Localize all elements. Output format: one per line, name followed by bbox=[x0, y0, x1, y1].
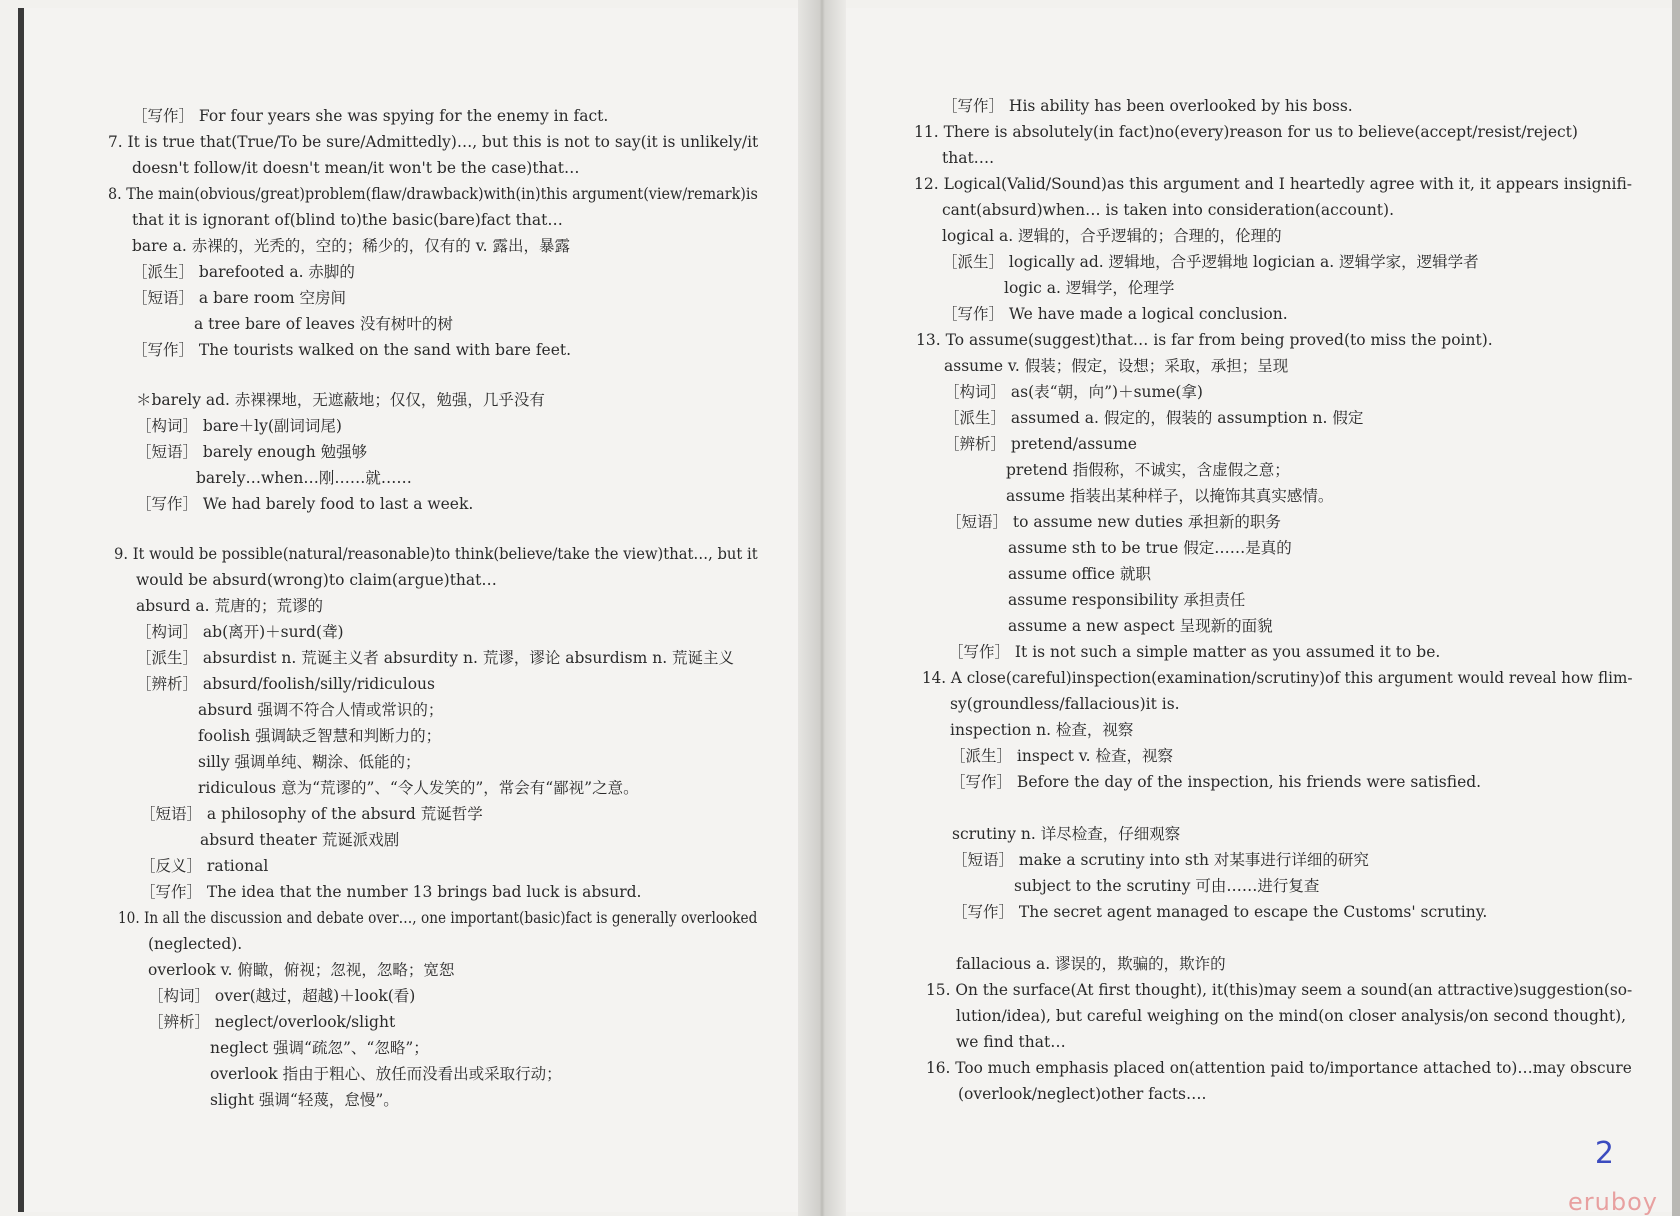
text-line: overlook v. 俯瞰，俯视；忽视，忽略；宽恕 bbox=[148, 961, 455, 979]
text-line: lution/idea), but careful weighing on the mind(on closer analysis/on second thought), bbox=[956, 1007, 1627, 1025]
text-line: absurd a. 荒唐的；荒谬的 bbox=[136, 597, 323, 615]
text-line: inspection n. 检查，视察 bbox=[950, 721, 1134, 739]
text-line: ［辨析］ neglect/overlook/slight bbox=[148, 1013, 396, 1031]
text-line: ［写作］ The tourists walked on the sand with bare feet. bbox=[132, 341, 572, 359]
text-line: ［写作］ The idea that the number 13 brings bad luck is absurd. bbox=[140, 883, 642, 901]
text-line: assume 指装出某种样子，以掩饰其真实感情。 bbox=[1006, 487, 1334, 505]
text-line: pretend 指假称，不诚实，含虚假之意； bbox=[1006, 461, 1290, 479]
text-line: ［写作］ For four years she was spying for the enemy in fact. bbox=[132, 107, 609, 125]
text-line: ［派生］ barefooted a. 赤脚的 bbox=[132, 263, 355, 281]
text-line: scrutiny n. 详尽检查，仔细观察 bbox=[952, 825, 1181, 843]
text-line: ［写作］ We had barely food to last a week. bbox=[136, 495, 474, 513]
text-line: ［短语］ to assume new duties 承担新的职务 bbox=[946, 513, 1281, 531]
text-line: neglect 强调“疏忽”、“忽略”； bbox=[210, 1039, 429, 1057]
text-line: overlook 指由于粗心、放任而没看出或采取行动； bbox=[210, 1065, 562, 1083]
text-line: ［派生］ absurdist n. 荒诞主义者 absurdity n. 荒谬，谬论 absurdism n. 荒诞主义 bbox=[136, 649, 735, 667]
book-gutter bbox=[798, 0, 846, 1216]
page-edge bbox=[1672, 0, 1680, 1216]
text-line: barely…when…刚……就…… bbox=[196, 469, 412, 487]
text-line: ［短语］ barely enough 勉强够 bbox=[136, 443, 368, 461]
text-line: 8. The main(obvious/great)problem(flaw/drawback)with(in)this argument(view/remark)is bbox=[108, 185, 758, 203]
text-line: 14. A close(careful)inspection(examination/scrutiny)of this argument would reveal how flim- bbox=[922, 669, 1633, 687]
text-line: ［构词］ bare＋ly(副词词尾) bbox=[136, 417, 342, 435]
text-line: slight 强调“轻蔑，怠慢”。 bbox=[210, 1091, 399, 1109]
text-line: cant(absurd)when… is taken into consideration(account). bbox=[942, 201, 1395, 219]
text-line: ［派生］ inspect v. 检查，视察 bbox=[950, 747, 1174, 765]
text-line: ［辨析］ absurd/foolish/silly/ridiculous bbox=[136, 675, 435, 693]
text-line: that…. bbox=[942, 149, 995, 167]
right-page bbox=[846, 8, 1672, 1212]
text-line: assume office 就职 bbox=[1008, 565, 1152, 583]
text-line: bare a. 赤裸的，光秃的，空的；稀少的，仅有的 v. 露出，暴露 bbox=[132, 237, 570, 255]
text-line: ［反义］ rational bbox=[140, 857, 269, 875]
left-page bbox=[18, 8, 798, 1212]
text-line: ［构词］ ab(离开)＋surd(聋) bbox=[136, 623, 344, 641]
text-line: would be absurd(wrong)to claim(argue)that… bbox=[136, 571, 497, 589]
text-line: ＊barely ad. 赤裸裸地，无遮蔽地；仅仅，勉强，几乎没有 bbox=[136, 391, 545, 409]
text-line: ［派生］ assumed a. 假定的，假装的 assumption n. 假定 bbox=[944, 409, 1364, 427]
text-line: ［写作］ His ability has been overlooked by his boss. bbox=[942, 97, 1353, 115]
text-line: silly 强调单纯、糊涂、低能的； bbox=[198, 753, 421, 771]
text-line: ［辨析］ pretend/assume bbox=[944, 435, 1137, 453]
text-line: assume a new aspect 呈现新的面貌 bbox=[1008, 617, 1273, 635]
text-line: ［写作］ We have made a logical conclusion. bbox=[942, 305, 1288, 323]
watermark: eruboy bbox=[1568, 1188, 1658, 1216]
text-line: 11. There is absolutely(in fact)no(every)reason for us to believe(accept/resist/reject) bbox=[914, 123, 1578, 141]
page-number: 2 bbox=[1594, 1136, 1614, 1171]
text-line: doesn't follow/it doesn't mean/it won't be the case)that… bbox=[132, 159, 580, 177]
text-line: assume v. 假装；假定，设想；采取，承担；呈现 bbox=[944, 357, 1289, 375]
text-line: ［短语］ a bare room 空房间 bbox=[132, 289, 346, 307]
text-line: ［短语］ make a scrutiny into sth 对某事进行详细的研究 bbox=[952, 851, 1369, 869]
text-line: logic a. 逻辑学，伦理学 bbox=[1004, 279, 1175, 297]
text-line: assume sth to be true 假定……是真的 bbox=[1008, 539, 1292, 557]
text-line: ［构词］ as(表“朝，向”)＋sume(拿) bbox=[944, 383, 1203, 401]
text-line: ［写作］ Before the day of the inspection, his friends were satisfied. bbox=[950, 773, 1482, 791]
text-line: 7. It is true that(True/To be sure/Admittedly)…, but this is not to say(it is unlikely/it bbox=[108, 133, 759, 151]
text-line: 15. On the surface(At first thought), it(this)may seem a sound(an attractive)suggestion(so- bbox=[926, 981, 1633, 999]
text-line: 16. Too much emphasis placed on(attention paid to/importance attached to)…may obscure bbox=[926, 1059, 1632, 1077]
text-line: ［短语］ a philosophy of the absurd 荒诞哲学 bbox=[140, 805, 483, 823]
text-line: fallacious a. 谬误的，欺骗的，欺诈的 bbox=[956, 955, 1226, 973]
text-line: 13. To assume(suggest)that… is far from being proved(to miss the point). bbox=[916, 331, 1493, 349]
text-line: ［派生］ logically ad. 逻辑地，合乎逻辑地 logician a. 逻辑学家，逻辑学者 bbox=[942, 253, 1479, 271]
text-line: logical a. 逻辑的，合乎逻辑的；合理的，伦理的 bbox=[942, 227, 1282, 245]
text-line: that it is ignorant of(blind to)the basic(bare)fact that… bbox=[132, 211, 563, 229]
text-line: (neglected). bbox=[148, 935, 243, 953]
text-line: 10. In all the discussion and debate over…, one important(basic)fact is generally overlooked bbox=[118, 909, 758, 927]
text-line: we find that… bbox=[956, 1033, 1066, 1051]
text-line: a tree bare of leaves 没有树叶的树 bbox=[194, 315, 453, 333]
text-line: 9. It would be possible(natural/reasonable)to think(believe/take the view)that…, but it bbox=[114, 545, 758, 563]
text-line: ridiculous 意为“荒谬的”、“令人发笑的”，常会有“鄙视”之意。 bbox=[198, 779, 639, 797]
text-line: absurd theater 荒诞派戏剧 bbox=[200, 831, 400, 849]
text-line: ［构词］ over(越过，超越)＋look(看) bbox=[148, 987, 416, 1005]
text-line: ［写作］ It is not such a simple matter as you assumed it to be. bbox=[948, 643, 1441, 661]
text-line: subject to the scrutiny 可由……进行复查 bbox=[1014, 877, 1320, 895]
text-line: assume responsibility 承担责任 bbox=[1008, 591, 1246, 609]
text-line: foolish 强调缺乏智慧和判断力的； bbox=[198, 727, 442, 745]
text-line: ［写作］ The secret agent managed to escape the Customs' scrutiny. bbox=[952, 903, 1488, 921]
text-line: absurd 强调不符合人情或常识的； bbox=[198, 701, 444, 719]
text-line: 12. Logical(Valid/Sound)as this argument and I heartedly agree with it, it appears insignifi- bbox=[914, 175, 1633, 193]
text-line: (overlook/neglect)other facts…. bbox=[958, 1085, 1207, 1103]
text-line: sy(groundless/fallacious)it is. bbox=[950, 695, 1180, 713]
